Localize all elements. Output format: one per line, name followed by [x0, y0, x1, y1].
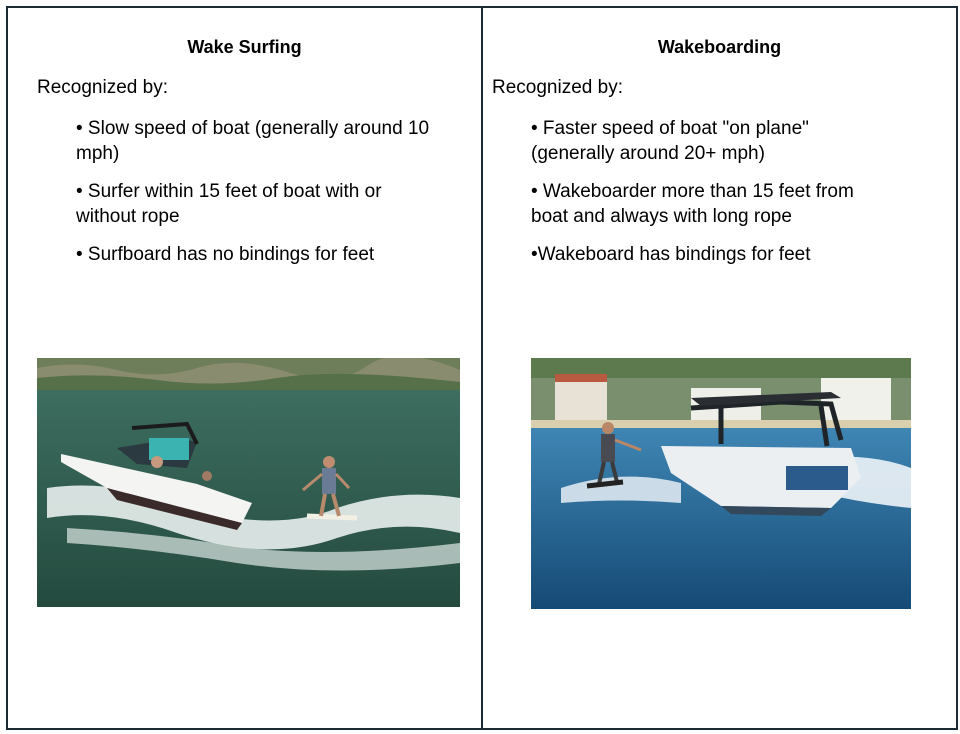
wake-surfing-recognized-label: Recognized by:: [37, 77, 168, 98]
wakeboarding-recognized-label: Recognized by:: [492, 77, 623, 98]
wake-surfing-bullet-speed: • Slow speed of boat (generally around 10 mph): [76, 118, 430, 164]
wakeboarding-bullet-speed: • Faster speed of boat "on plane" (generally around 20+ mph): [531, 118, 809, 164]
wake-surfing-title: Wake Surfing: [187, 37, 302, 57]
wakeboarding-title: Wakeboarding: [657, 37, 782, 57]
wakeboarding-bullet-distance: • Wakeboarder more than 15 feet from boat and always with long rope: [531, 181, 854, 227]
wakeboarding-panel: [481, 6, 958, 730]
wake-surfing-bullet-distance: • Surfer within 15 feet of boat with or without rope: [76, 181, 382, 227]
wake-surfing-bullet-list: [76, 116, 436, 280]
wake-surfing-panel: [6, 6, 483, 730]
wake-surfing-bullet-board: • Surfboard has no bindings for feet: [76, 244, 375, 265]
wakeboarding-bullet-list: [531, 116, 891, 280]
wakeboarding-bullet-board: •Wakeboard has bindings for feet: [531, 244, 811, 265]
wake-surfing-photo: [37, 358, 460, 607]
wakeboarding-photo: [531, 358, 911, 609]
